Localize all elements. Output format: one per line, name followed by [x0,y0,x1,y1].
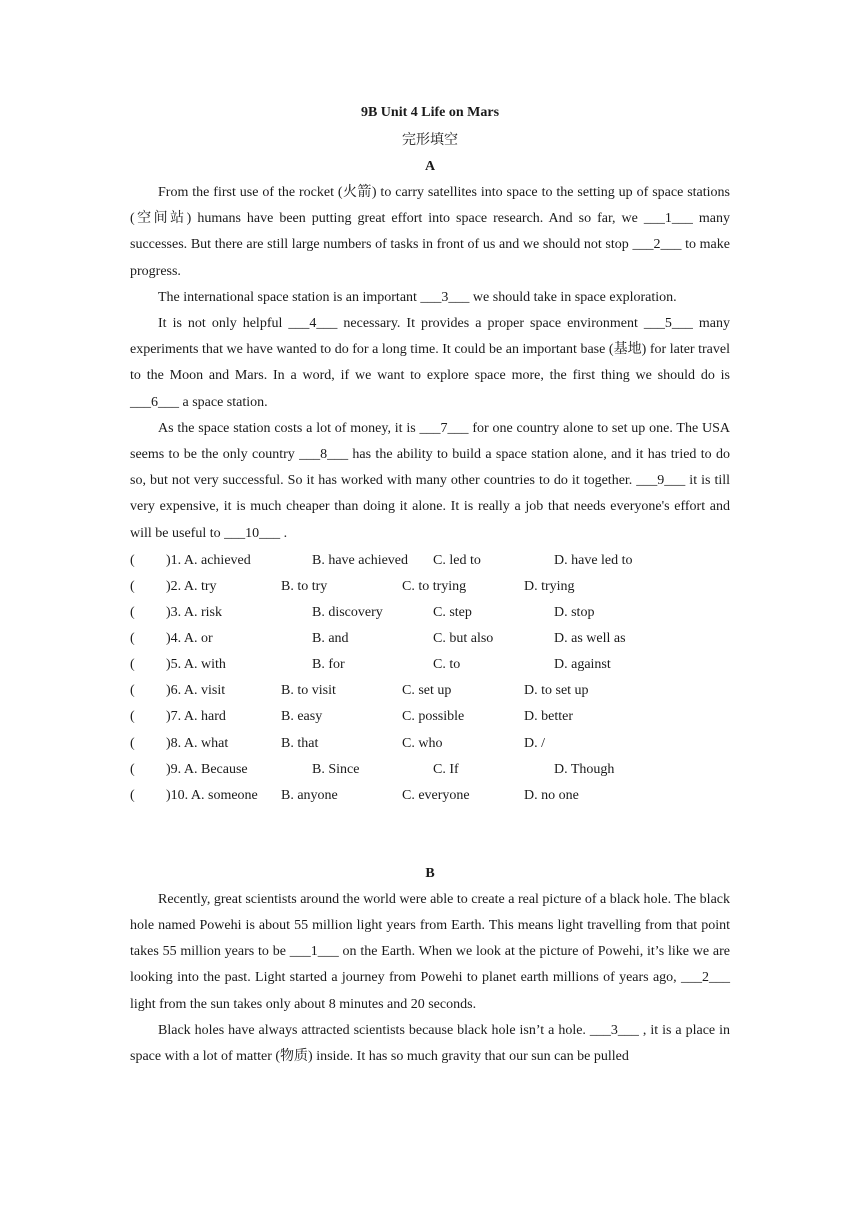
option-a: )7. A. hard [166,709,226,725]
option-d: D. better [524,709,573,725]
section-spacer [130,809,730,861]
option-c: C. If [433,761,459,777]
question-row [130,783,730,809]
option-b: B. have achieved [312,552,409,568]
option-d: D. / [524,735,545,751]
question-row [130,678,730,704]
option-a: )8. A. what [166,735,229,751]
answer-blank[interactable]: ( [130,709,135,725]
section-b-paragraph-1: Recently, great scientists around the world were able to create a real picture of a black hole. The black hole named Powehi is about 55 million light years from Earth. This means light travelling from that point takes 55 million years to be ___1___ on the Earth. When we look at the picture of Powehi, it’s like we are looking into the past. Light started a journey from Powehi to planet earth millions of years ago, ___2___ light from the sun takes only about 8 minutes and 20 seconds. [130,891,730,1012]
answer-blank[interactable]: ( [130,605,135,621]
answer-blank[interactable]: ( [130,683,135,699]
answer-blank[interactable]: ( [130,735,135,751]
question-row [130,731,730,757]
answer-blank[interactable]: ( [130,761,135,777]
option-d: D. have led to [554,552,633,568]
section-a-paragraph-1: From the first use of the rocket (火箭) to carry satellites into space to the setting up of space stations (空间站) humans have been putting great effort into space research. And so far, we ___1___ many successes. But there are still large numbers of tasks in front of us and we should not stop ___2___ to make progress. [130,185,730,279]
option-b: B. for [312,657,345,673]
question-row [130,704,730,730]
option-d: D. against [554,657,611,673]
option-c: C. led to [433,552,481,568]
option-a: )10. A. someone [166,787,258,803]
option-b: B. and [312,631,349,647]
question-row [130,548,730,574]
section-a-label: A [424,159,436,174]
option-c: C. set up [402,683,452,699]
question-row [130,600,730,626]
option-a: )4. A. or [166,631,213,647]
option-d: D. Though [554,761,615,777]
question-row [130,626,730,652]
option-c: C. to trying [402,578,467,594]
option-b: B. Since [312,761,360,777]
section-b [130,861,730,1070]
option-b: B. anyone [281,787,338,803]
question-row [130,652,730,678]
section-b-label: B [425,865,435,881]
question-list [130,548,730,809]
option-d: D. to set up [524,683,589,699]
answer-blank[interactable]: ( [130,787,135,803]
option-a: )9. A. Because [166,761,248,777]
option-c: C. who [402,735,443,751]
option-d: D. trying [524,578,575,594]
answer-blank[interactable]: ( [130,631,135,647]
option-a: )1. A. achieved [166,552,251,568]
answer-blank[interactable]: ( [130,552,135,568]
option-a: )5. A. with [166,657,226,673]
answer-blank[interactable]: ( [130,578,135,594]
option-d: D. no one [524,787,579,803]
option-c: C. but also [433,631,494,647]
question-row [130,757,730,783]
answer-blank[interactable]: ( [130,657,135,673]
option-a: )2. A. try [166,578,217,594]
section-b-paragraph-2: Black holes have always attracted scientists because black hole isn’t a hole. ___3___ , it is a place in space with a lot of matter (物质) inside. It has so much gravity that our sun can be pulled [130,1022,730,1064]
option-b: B. that [281,735,319,751]
option-b: B. easy [281,709,323,725]
worksheet-title: 9B Unit 4 Life on Mars [360,105,500,120]
worksheet-page [130,100,730,1070]
option-c: C. to [433,657,461,673]
section-a-paragraph-3: It is not only helpful ___4___ necessary. It provides a proper space environment ___5___ many experiments that we have wanted to do for a long time. It could be an important base (基地) for later travel to the Moon and Mars. In a word, if we want to explore space more, the first thing we should do is ___6___ a space station. [130,316,730,410]
section-a-paragraph-2: The international space station is an important ___3___ we should take in space exploration. [158,289,677,305]
option-b: B. discovery [312,605,383,621]
section-a [130,154,730,809]
option-b: B. to try [281,578,328,594]
option-d: D. stop [554,605,595,621]
option-c: C. everyone [402,787,470,803]
option-a: )6. A. visit [166,683,226,699]
option-c: C. possible [402,709,465,725]
question-row [130,574,730,600]
option-a: )3. A. risk [166,605,222,621]
worksheet-subtitle: 完形填空 [402,132,458,148]
option-c: C. step [433,605,472,621]
option-d: D. as well as [554,631,626,647]
option-b: B. to visit [281,683,336,699]
section-a-paragraph-4: As the space station costs a lot of money, it is ___7___ for one country alone to set up one. The USA seems to be the only country ___8___ has the ability to build a space station alone, and it has tried to do so, but not very successful. So it has worked with many other countries to do it together. ___9___ it is till very expensive, it is much cheaper than doing it alone. It is really a job that needs everyone's effort and will be useful to ___10___ . [130,420,730,541]
